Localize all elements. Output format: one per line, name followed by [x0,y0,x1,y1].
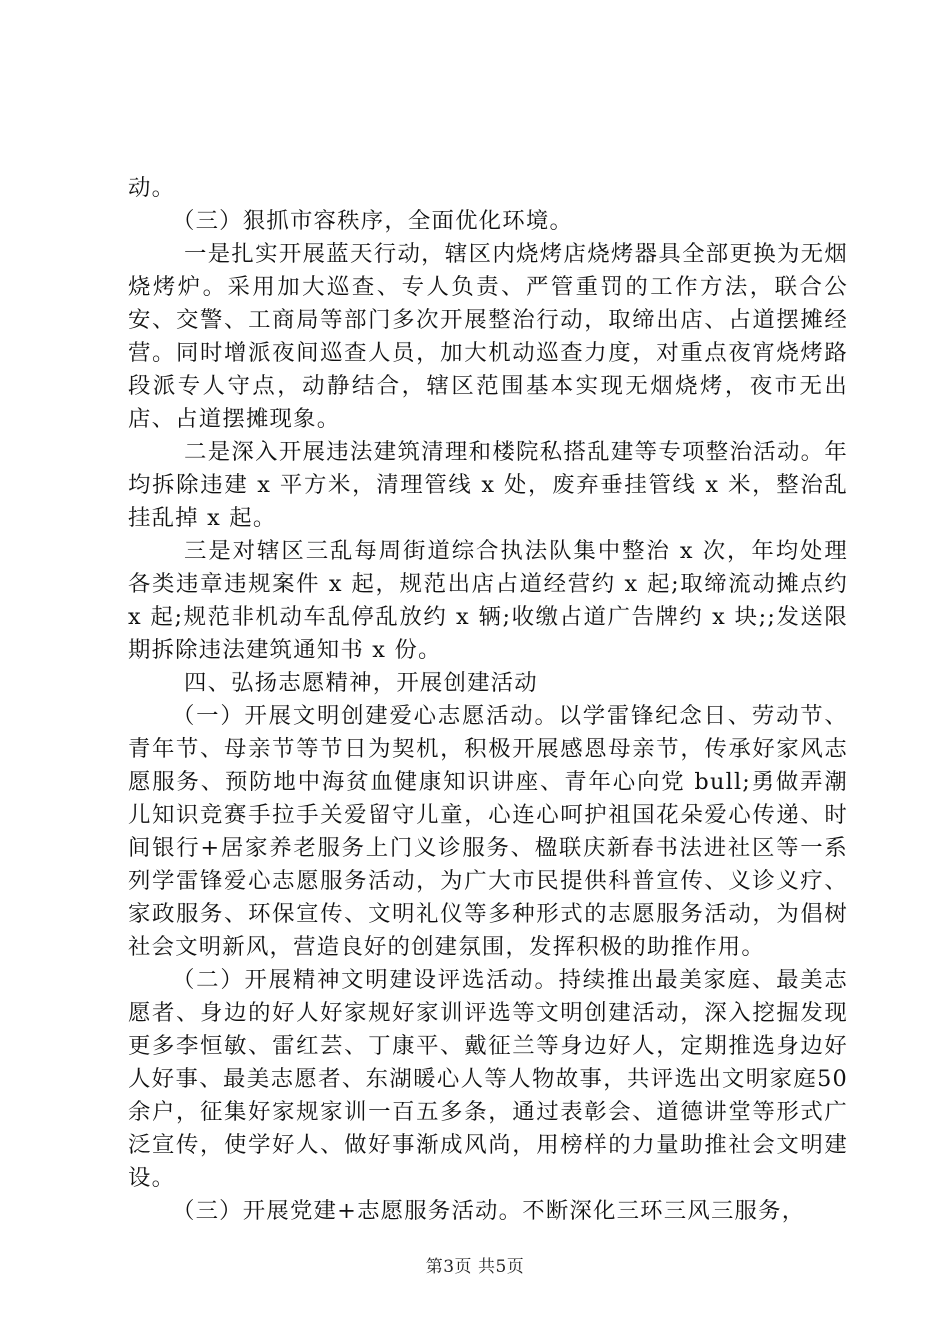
paragraph-illegal-buildings: 二是深入开展违法建筑清理和楼院私搭乱建等专项整治活动。年均拆除违建 x 平方米，清理管线 x 处，废弃垂挂管线 x 米，整治乱挂乱掉 x 起。 [128,439,848,531]
paragraph-blue-sky-action: 一是扎实开展蓝天行动，辖区内烧烤店烧烤器具全部更换为无烟烧烤炉。采用加大巡查、专人负责、严管重罚的工作方法，联合公安、交警、工商局等部门多次开展整治行动，取缔出店、占道摆摊经营。同时增派夜间巡查人员，加大机动巡查力度，对重点夜宵烧烤路段派专人守点，动静结合，辖区范围基本实现无烟烧烤，夜市无出店、占道摆摊现象。 [128,241,848,432]
page-number-footer: 第3页 共5页 [425,1257,525,1277]
document-body [128,172,848,1228]
section-heading-city-order: （三）狠抓市容秩序，全面优化环境。 [172,208,574,234]
paragraph-civilization-volunteer: （一）开展文明创建爱心志愿活动。以学雷锋纪念日、劳动节、青年节、母亲节等节日为契机，积极开展感恩母亲节，传承好家风志愿服务、预防地中海贫血健康知识讲座、青年心向党 bull;勇做弄潮儿知识竞赛手拉手关爱留守儿童，心连心呵护祖国花朵爱心传递、时间银行+居家养老服务上门义诊服务、楹联庆新春书法进社区等一系列学雷锋爱心志愿服务活动，为广大市民提供科普宣传、义诊义疗、家政服务、环保宣传、文明礼仪等多种形式的志愿服务活动，为倡树社会文明新风，营造良好的创建氛围，发挥积极的助推作用。 [128,703,848,960]
paragraph-party-building: （三）开展党建+志愿服务活动。不断深化三环三风三服务， [172,1198,806,1224]
paragraph-three-disorders: 三是对辖区三乱每周街道综合执法队集中整治 x 次，年均处理各类违章违规案件 x 起，规范出店占道经营约 x 起;取缔流动摊点约 x 起;规范非机动车乱停乱放约 x 辆;收缴占道广告牌约 x 块;;发送限期拆除违法建筑通知书 x 份。 [128,538,848,663]
paragraph-continuation: 动。 [128,175,176,201]
section-heading-volunteer-spirit: 四、弘扬志愿精神，开展创建活动 [184,670,538,696]
paragraph-spiritual-civilization: （二）开展精神文明建设评选活动。持续推出最美家庭、最美志愿者、身边的好人好家规好家训评选等文明创建活动，深入挖掘发现更多李恒敏、雷红芸、丁康平、戴征兰等身边好人，定期推选身边好人好事、最美志愿者、东湖暖心人等人物故事，共评选出文明家庭50余户，征集好家规家训一百五多条，通过表彰会、道德讲堂等形式广泛宣传，使学好人、做好事渐成风尚，用榜样的力量助推社会文明建设。 [128,967,848,1191]
